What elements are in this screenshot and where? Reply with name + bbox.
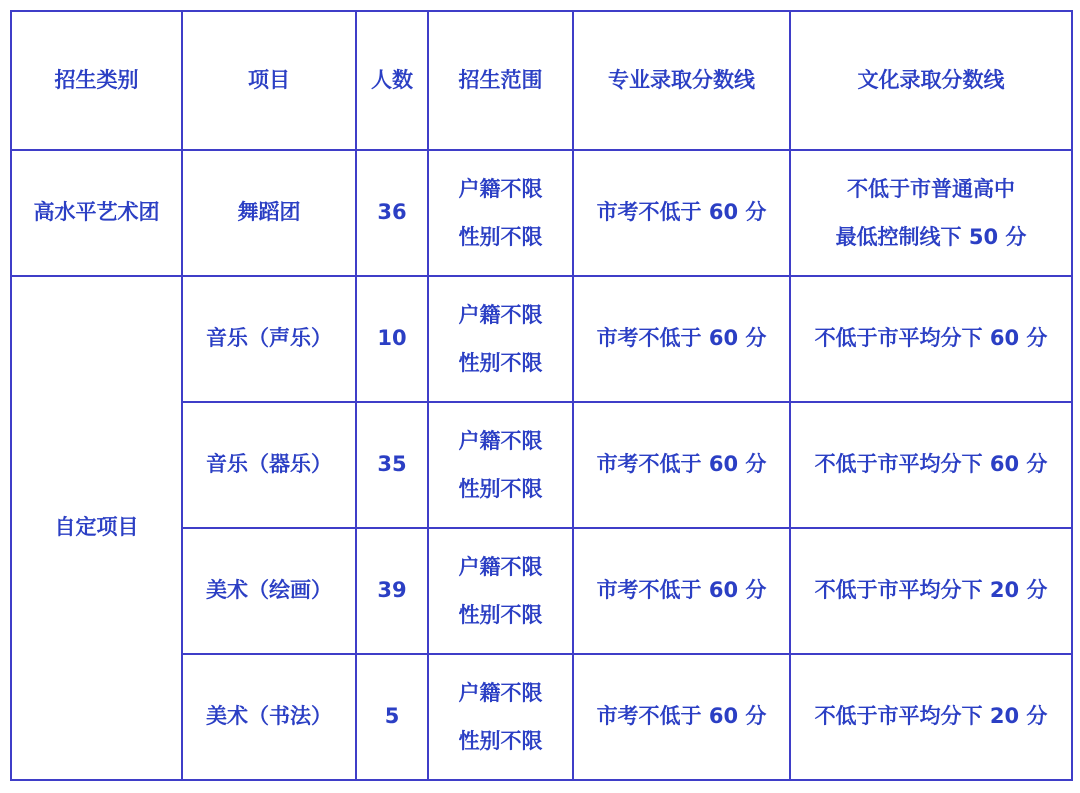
header-pro-score: 专业录取分数线 bbox=[573, 11, 790, 150]
count-cell: 5 bbox=[356, 654, 428, 780]
culture-line-2: 最低控制线下 50 分 bbox=[835, 225, 1027, 249]
scope-line-2: 性别不限 bbox=[458, 225, 543, 249]
project-cell: 音乐（声乐） bbox=[182, 276, 356, 402]
header-row bbox=[11, 11, 1072, 150]
header-scope: 招生范围 bbox=[428, 11, 573, 150]
culture-score-cell: 不低于市平均分下 20 分 bbox=[790, 528, 1072, 654]
culture-score-cell: 不低于市平均分下 20 分 bbox=[790, 654, 1072, 780]
count-cell: 35 bbox=[356, 402, 428, 528]
admissions-table bbox=[10, 10, 1073, 781]
scope-cell bbox=[428, 402, 573, 528]
header-project: 项目 bbox=[182, 11, 356, 150]
pro-score-cell: 市考不低于 60 分 bbox=[573, 276, 790, 402]
count-cell: 36 bbox=[356, 150, 428, 276]
header-category: 招生类别 bbox=[11, 11, 182, 150]
culture-score-cell: 不低于市平均分下 60 分 bbox=[790, 276, 1072, 402]
header-culture-score: 文化录取分数线 bbox=[790, 11, 1072, 150]
table-row bbox=[11, 276, 1072, 402]
category-cell: 高水平艺术团 bbox=[11, 150, 182, 276]
pro-score-cell: 市考不低于 60 分 bbox=[573, 402, 790, 528]
scope-line-2: 性别不限 bbox=[458, 477, 543, 501]
category-cell: 自定项目 bbox=[11, 276, 182, 780]
scope-line-2: 性别不限 bbox=[458, 729, 543, 753]
culture-score-cell: 不低于市平均分下 60 分 bbox=[790, 402, 1072, 528]
project-cell: 美术（绘画） bbox=[182, 528, 356, 654]
scope-cell bbox=[428, 654, 573, 780]
scope-cell bbox=[428, 276, 573, 402]
culture-score-cell bbox=[790, 150, 1072, 276]
project-cell: 舞蹈团 bbox=[182, 150, 356, 276]
scope-cell bbox=[428, 528, 573, 654]
scope-line-1: 户籍不限 bbox=[458, 555, 543, 579]
scope-line-1: 户籍不限 bbox=[458, 681, 543, 705]
pro-score-cell: 市考不低于 60 分 bbox=[573, 150, 790, 276]
project-cell: 音乐（器乐） bbox=[182, 402, 356, 528]
culture-line-1: 不低于市普通高中 bbox=[847, 177, 1015, 201]
pro-score-cell: 市考不低于 60 分 bbox=[573, 654, 790, 780]
header-count: 人数 bbox=[356, 11, 428, 150]
scope-line-1: 户籍不限 bbox=[458, 177, 543, 201]
scope-line-2: 性别不限 bbox=[458, 351, 543, 375]
scope-line-1: 户籍不限 bbox=[458, 429, 543, 453]
scope-cell bbox=[428, 150, 573, 276]
project-cell: 美术（书法） bbox=[182, 654, 356, 780]
table-row bbox=[11, 150, 1072, 276]
pro-score-cell: 市考不低于 60 分 bbox=[573, 528, 790, 654]
count-cell: 39 bbox=[356, 528, 428, 654]
scope-line-1: 户籍不限 bbox=[458, 303, 543, 327]
count-cell: 10 bbox=[356, 276, 428, 402]
scope-line-2: 性别不限 bbox=[458, 603, 543, 627]
